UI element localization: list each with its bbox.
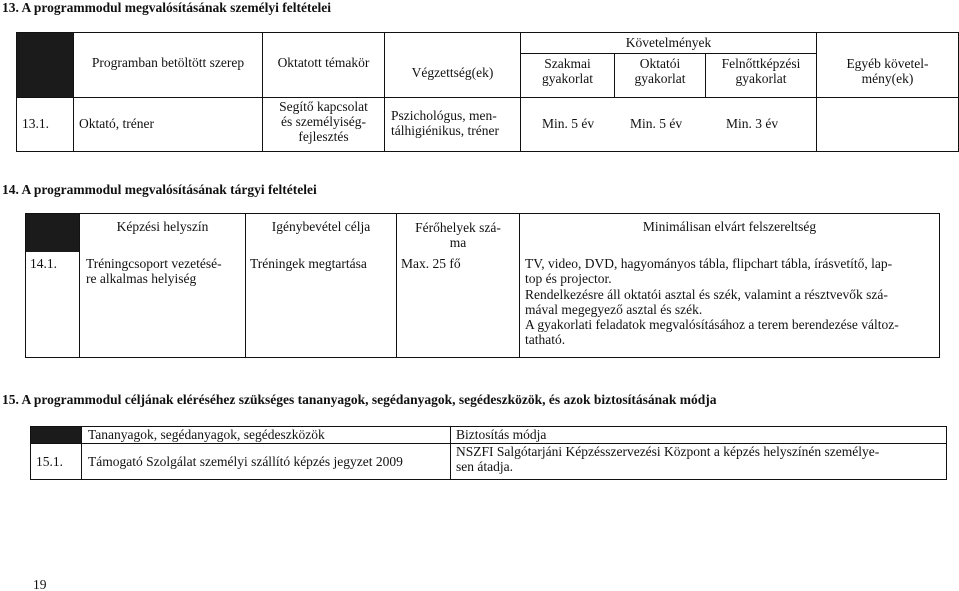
row-13-1-education: Pszichológus, men- tálhigiénikus, tréner: [391, 108, 499, 138]
col-purpose-header: Igénybevétel célja: [271, 219, 371, 234]
col-location-header: Képzési helyszín: [116, 219, 209, 234]
col-professional-practice-header: Szakmai gyakorlat: [542, 56, 593, 86]
col-capacity-header: Férőhelyek szá- ma: [415, 220, 501, 250]
row-14-1-purpose: Tréningek megtartása: [250, 256, 367, 271]
row-14-1-number: 14.1.: [30, 256, 57, 271]
row-13-1-number: 13.1.: [22, 116, 49, 131]
col-other-requirements-header: Egyéb követel- mény(ek): [846, 56, 929, 86]
section-13-heading: 13. A programmodul megvalósításának személyi feltételei: [2, 0, 331, 15]
row-15-1-provision: NSZFI Salgótarjáni Képzésszervezési Központ a képzés helyszínén személye- sen átadja.: [456, 444, 880, 474]
col-equipment-header: Minimálisan elvárt felszereltség: [642, 219, 817, 234]
row-13-1-role: Oktató, tréner: [79, 116, 154, 131]
section-14-heading: 14. A programmodul megvalósításának tárgyi feltételei: [2, 182, 317, 197]
row-14-1-capacity: Max. 25 fő: [401, 256, 461, 271]
row-15-1-material: Támogató Szolgálat személyi szállító képzés jegyzet 2009: [88, 454, 403, 469]
table-14-corner-cell: [25, 214, 79, 252]
col-adult-education-practice-header: Felnőttképzési gyakorlat: [721, 56, 801, 86]
col-provision-header: Biztosítás módja: [456, 427, 547, 442]
row-13-1-topic: Segítő kapcsolat és személyiség- fejlesztés: [279, 99, 368, 144]
section-15-heading: 15. A programmodul céljának eléréséhez szükséges tananyagok, segédanyagok, segédeszközök, és azok biztosításának módja: [2, 392, 717, 407]
row-15-1-number: 15.1.: [36, 454, 63, 469]
col-topic-header: Oktatott témakör: [277, 55, 370, 70]
table-15-corner-cell: [30, 427, 81, 443]
row-13-1-teaching-practice: Min. 5 év: [630, 116, 683, 131]
row-14-1-equipment: TV, video, DVD, hagyományos tábla, flipchart tábla, írásvetítő, lap- top és projector. Rendelkezésre áll oktatói asztal és szék, valamint a résztvevők szá- mával megegyező asztal és szék. A gyakorlati feladatok megvalósításához a terem berendezése változ- tatható.: [525, 256, 899, 348]
row-14-1-location: Tréningcsoport vezetésé- re alkalmas helyiség: [86, 256, 222, 286]
col-materials-header: Tananyagok, segédanyagok, segédeszközök: [88, 427, 325, 442]
col-role-header: Programban betöltött szerep: [91, 55, 245, 70]
table-13-corner-cell: [16, 33, 73, 97]
col-education-header: Végzettség(ek): [411, 65, 494, 80]
row-13-1-professional-practice: Min. 5 év: [542, 116, 595, 131]
requirements-header: Követelmények: [625, 35, 712, 50]
page-number: 19: [33, 577, 47, 591]
row-13-1-adult-education-practice: Min. 3 év: [726, 116, 779, 131]
col-teaching-practice-header: Oktatói gyakorlat: [634, 56, 686, 86]
